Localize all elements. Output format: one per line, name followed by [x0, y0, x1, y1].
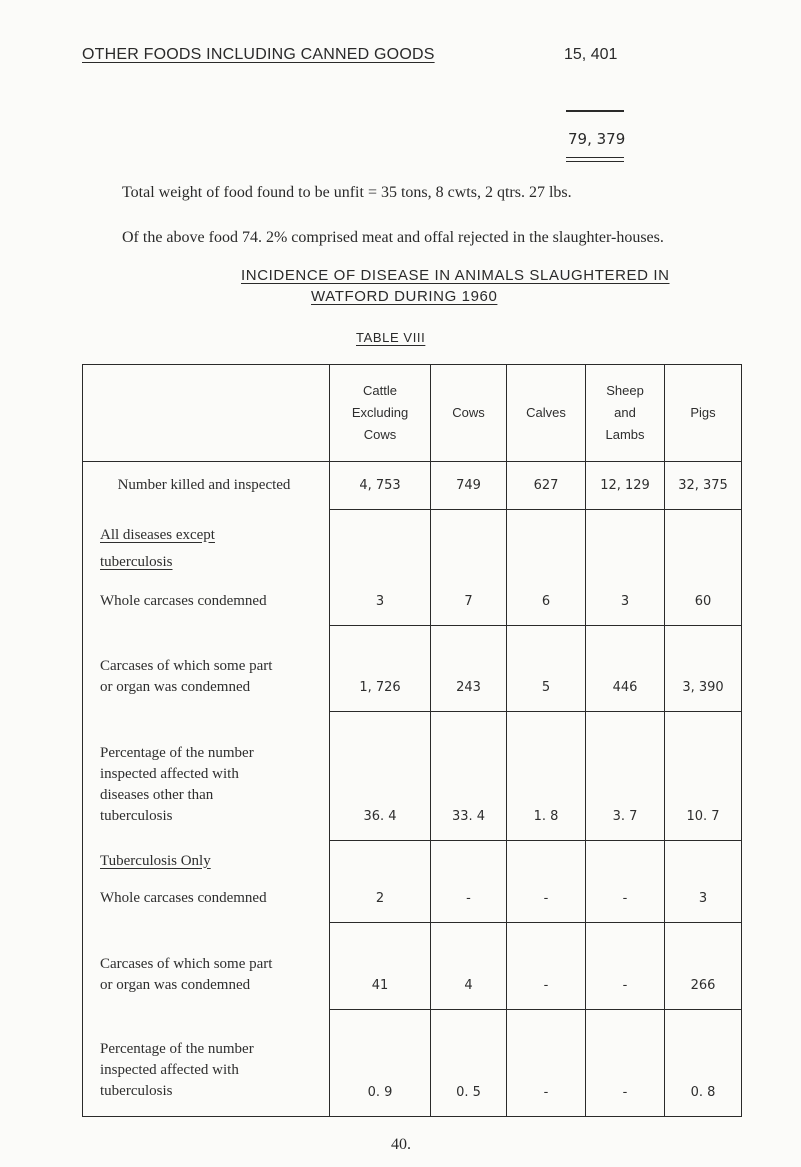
cell: 627 — [507, 462, 586, 510]
cell: 3 — [586, 510, 665, 626]
cell: - — [507, 1010, 586, 1117]
header-cattle: Cattle Excluding Cows — [330, 365, 431, 462]
cell: - — [586, 1010, 665, 1117]
row-label: Carcases of which some part or organ was condemned — [83, 923, 330, 1010]
cell: 266 — [665, 923, 742, 1010]
row-label — [83, 510, 330, 626]
section-heading-line2: WATFORD DURING 1960 — [311, 288, 498, 305]
row-label: Number killed and inspected — [83, 462, 330, 510]
cell: 6 — [507, 510, 586, 626]
cell: - — [507, 923, 586, 1010]
double-rule-bottom — [566, 161, 624, 162]
cell: 12, 129 — [586, 462, 665, 510]
cell: 243 — [431, 626, 507, 712]
header-pigs: Pigs — [665, 365, 742, 462]
cell: - — [431, 841, 507, 923]
other-foods-value: 15, 401 — [564, 46, 618, 63]
cell: - — [507, 841, 586, 923]
cell: 1, 726 — [330, 626, 431, 712]
cell: 1. 8 — [507, 712, 586, 841]
cell: 7 — [431, 510, 507, 626]
header-calves: Calves — [507, 365, 586, 462]
table-row — [83, 462, 742, 510]
table-row — [83, 841, 742, 923]
table-row — [83, 626, 742, 712]
table-header-row — [83, 365, 742, 462]
row-label: Percentage of the number inspected affected with tuberculosis — [83, 1010, 330, 1117]
cell: 4, 753 — [330, 462, 431, 510]
table-row — [83, 1010, 742, 1117]
header-blank — [83, 365, 330, 462]
cell: 4 — [431, 923, 507, 1010]
cell: 60 — [665, 510, 742, 626]
cell: 0. 8 — [665, 1010, 742, 1117]
header-cows: Cows — [431, 365, 507, 462]
section-label: All diseases except — [100, 526, 215, 543]
cell: 36. 4 — [330, 712, 431, 841]
cell: - — [586, 841, 665, 923]
page-number: 40. — [391, 1136, 411, 1153]
disease-incidence-table — [82, 364, 742, 1117]
cell: 0. 9 — [330, 1010, 431, 1117]
cell: 3. 7 — [586, 712, 665, 841]
cell: 2 — [330, 841, 431, 923]
table-row — [83, 923, 742, 1010]
header-sheep: Sheep and Lambs — [586, 365, 665, 462]
table-row — [83, 712, 742, 841]
cell: 33. 4 — [431, 712, 507, 841]
cell: 446 — [586, 626, 665, 712]
row-label: Percentage of the number inspected affected with diseases other than tuberculosis — [83, 712, 330, 841]
cell: 3 — [330, 510, 431, 626]
total-value: 79, 379 — [568, 130, 626, 148]
table-title: TABLE VIII — [356, 330, 426, 345]
total-weight-statement: Total weight of food found to be unfit = 35 tons, 8 cwts, 2 qtrs. 27 lbs. — [122, 184, 572, 201]
cell: 749 — [431, 462, 507, 510]
section-label: tuberculosis — [100, 553, 173, 570]
cell: 41 — [330, 923, 431, 1010]
row-label-text: Whole carcases condemned — [100, 592, 267, 609]
cell: 10. 7 — [665, 712, 742, 841]
other-foods-label: OTHER FOODS INCLUDING CANNED GOODS — [82, 46, 435, 63]
cell: 5 — [507, 626, 586, 712]
row-label: Carcases of which some part or organ was condemned — [83, 626, 330, 712]
double-rule-top — [566, 157, 624, 158]
cell: 0. 5 — [431, 1010, 507, 1117]
cell: - — [586, 923, 665, 1010]
cell: 3 — [665, 841, 742, 923]
section-label: Tuberculosis Only — [100, 852, 211, 869]
section-heading-line1: INCIDENCE OF DISEASE IN ANIMALS SLAUGHTERED IN — [241, 267, 670, 284]
cell: 32, 375 — [665, 462, 742, 510]
cell: 3, 390 — [665, 626, 742, 712]
row-label: Tuberculosis Only Whole carcases condemned — [83, 841, 330, 923]
sum-rule — [566, 110, 624, 112]
table-row — [83, 510, 742, 626]
meat-offal-statement: Of the above food 74. 2% comprised meat and offal rejected in the slaughter-houses. — [122, 229, 664, 246]
